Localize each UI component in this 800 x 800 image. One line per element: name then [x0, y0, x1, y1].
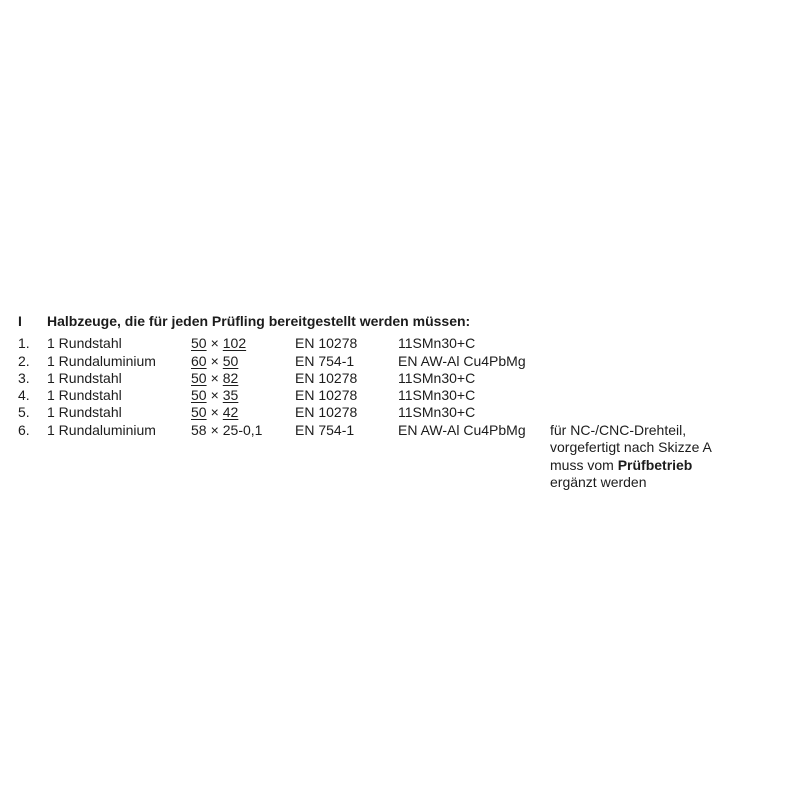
note-emphasis: Prüfbetrieb	[617, 456, 693, 473]
item-name: 1 Rundaluminium	[47, 422, 156, 438]
item-dimension	[191, 370, 238, 387]
dimension-separator: ×	[210, 404, 219, 420]
item-material: 11SMn30+C	[398, 404, 476, 420]
dimension-b: 102	[222, 335, 247, 351]
dimension-separator: ×	[210, 353, 219, 369]
item-standard: EN 10278	[295, 335, 358, 351]
item-note	[550, 422, 712, 492]
dimension-b: 50	[222, 353, 239, 369]
item-index: 6.	[18, 422, 30, 438]
item-material: EN AW-Al Cu4PbMg	[398, 353, 526, 369]
dimension-a: 50	[191, 335, 207, 351]
section-number: I	[18, 313, 22, 329]
item-material: EN AW-Al Cu4PbMg	[398, 422, 526, 438]
item-name: 1 Rundstahl	[47, 387, 122, 403]
dimension-separator: ×	[210, 335, 219, 351]
item-material: 11SMn30+C	[398, 335, 476, 351]
item-index: 4.	[18, 387, 30, 403]
dimension-a: 50	[191, 387, 207, 403]
note-line	[550, 457, 712, 474]
dimension-a: 58	[191, 422, 207, 438]
note-text: muss vom	[550, 456, 614, 473]
item-standard: EN 10278	[295, 370, 358, 386]
item-row	[0, 422, 800, 491]
dimension-b: 42	[222, 404, 239, 420]
item-standard: EN 754-1	[295, 422, 355, 438]
item-row	[0, 353, 800, 370]
note-line: ergänzt werden	[550, 474, 647, 491]
item-name: 1 Rundstahl	[47, 370, 122, 386]
dimension-b: 82	[222, 370, 239, 386]
item-name: 1 Rundstahl	[47, 404, 122, 420]
dimension-a: 50	[191, 370, 207, 386]
item-index: 3.	[18, 370, 30, 386]
item-dimension	[191, 404, 238, 421]
item-index: 5.	[18, 404, 30, 420]
item-name: 1 Rundstahl	[47, 335, 122, 351]
item-index: 1.	[18, 335, 30, 351]
note-line: für NC-/CNC-Drehteil,	[550, 422, 687, 438]
section-title: Halbzeuge, die für jeden Prüfling bereitgestellt werden müssen:	[47, 313, 471, 329]
item-dimension	[191, 387, 238, 404]
dimension-a: 50	[191, 404, 207, 420]
item-standard: EN 10278	[295, 404, 358, 420]
dimension-a: 60	[191, 353, 207, 369]
item-row	[0, 404, 800, 421]
item-row	[0, 387, 800, 404]
item-standard: EN 754-1	[295, 353, 355, 369]
dimension-separator: ×	[210, 422, 219, 438]
item-name: 1 Rundaluminium	[47, 353, 156, 369]
dimension-separator: ×	[210, 370, 219, 386]
item-dimension	[191, 422, 262, 439]
item-dimension	[191, 353, 238, 370]
item-row	[0, 370, 800, 387]
section-header	[0, 313, 800, 330]
item-index: 2.	[18, 353, 30, 369]
dimension-b: 25-0,1	[222, 422, 263, 438]
note-line: vorgefertigt nach Skizze A	[550, 439, 712, 456]
item-dimension	[191, 335, 246, 352]
dimension-b: 35	[222, 387, 239, 403]
item-standard: EN 10278	[295, 387, 358, 403]
item-row	[0, 335, 800, 352]
item-material: 11SMn30+C	[398, 370, 476, 386]
item-material: 11SMn30+C	[398, 387, 476, 403]
dimension-separator: ×	[210, 387, 219, 403]
